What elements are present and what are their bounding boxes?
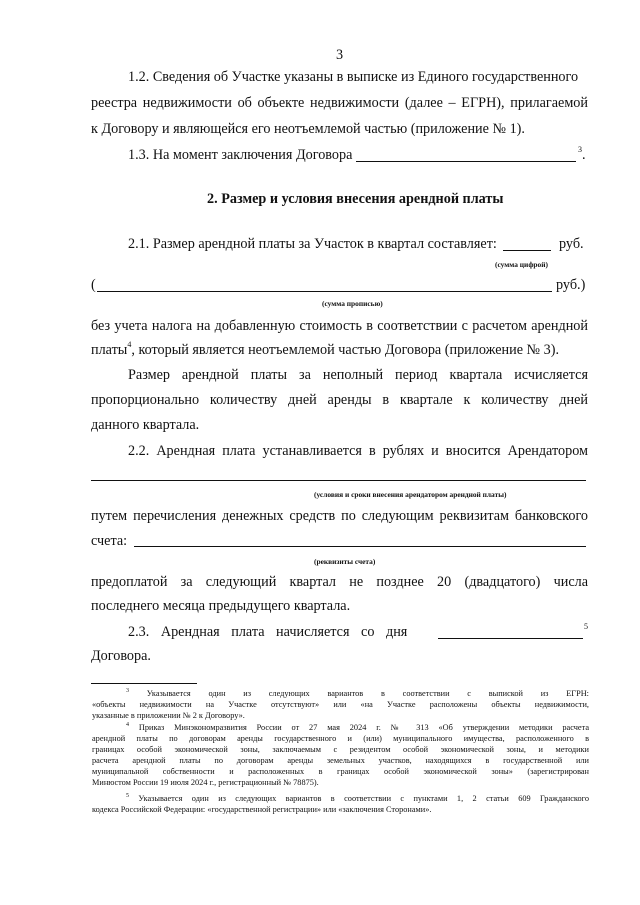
section-2-title: 2. Размер и условия внесения арендной платы <box>207 191 504 207</box>
clause-1-2-line-2: реестра недвижимости об объекте недвижимости (далее – ЕГРН), прилагаемой <box>91 95 588 111</box>
clause-2-2: 2.2. Арендная плата устанавливается в рублях и вносится Арендатором <box>128 443 588 459</box>
clause-1-3-end <box>578 146 586 164</box>
footnote-4-line-4: расчета арендной платы по договорам аренды земельных участков, находящихся в государственной или <box>92 755 589 765</box>
footnote-3-text-1: Указывается один из следующих вариантов в соответствии с выпиской из ЕГРН: <box>146 689 589 698</box>
vat-line-2 <box>91 341 559 359</box>
footnote-ref-3[interactable]: 3 <box>578 145 582 155</box>
clause-2-3: 2.3. Арендная плата начисляется со дня <box>128 624 408 640</box>
footnote-5-line-1 <box>92 794 589 805</box>
footnote-3-mark: 3 <box>126 688 129 695</box>
clause-2-3-line-2: Договора. <box>91 648 151 664</box>
clause-1-3-blank[interactable] <box>356 161 576 162</box>
footnote-3 <box>92 689 589 722</box>
rent-unit-rub-close: руб.) <box>556 277 586 293</box>
open-paren: ( <box>91 277 96 293</box>
accrual-start-blank[interactable] <box>438 638 583 639</box>
footnote-4-text-1: Приказ Минэкономразвития России от 27 мая 2024 г. № 313 «Об утверждении методики расчета <box>138 723 589 732</box>
vat-line-2-a: платы <box>91 342 128 358</box>
account-details-blank[interactable] <box>134 546 586 547</box>
vat-line-2-b: , который является неотъемлемой частью Договора (приложение № 3). <box>131 342 559 358</box>
clause-1-3 <box>128 146 352 164</box>
footnote-5-text-1: Указывается один из следующих вариантов в соответствии с пунктами 1, 2 статьи 609 Гражданского <box>138 794 590 803</box>
clause-2-2-transfer: путем перечисления денежных средств по следующим реквизитам банковского <box>91 508 588 524</box>
rent-unit-rub: руб. <box>559 236 584 252</box>
partial-period-line-1: Размер арендной платы за неполный период квартала исчисляется <box>128 367 588 383</box>
rent-amount-words-blank[interactable] <box>97 291 552 292</box>
clause-1-3-period: . <box>582 147 586 163</box>
rent-amount-digits-blank[interactable] <box>503 250 551 251</box>
footnote-3-line-1 <box>92 689 589 700</box>
footnote-4-line-2: арендной платы по договорам аренды государственного и (или) муниципального имущества, расположенного в <box>92 733 589 743</box>
footnote-3-line-2: «объекты недвижимости на Участке отсутствуют» или «на Участке расположены объекты недвижимости, <box>92 699 589 709</box>
footnote-ref-5[interactable]: 5 <box>584 622 588 631</box>
prepayment-line-1: предоплатой за следующий квартал не позднее 20 (двадцатого) числа <box>91 574 588 590</box>
footnote-4-line-3: границах особой экономической зоны, заключаемым с резидентом особой экономической зоны, и методики <box>92 744 589 754</box>
footnote-ref-4[interactable]: 4 <box>127 340 132 350</box>
prepayment-line-2: последнего месяца предыдущего квартала. <box>91 598 351 614</box>
footnote-3-line-3: указанные в приложении № 2 к Договору». <box>92 710 245 720</box>
clause-1-2-line-1: 1.2. Сведения об Участке указаны в выписке из Единого государственного <box>128 69 579 85</box>
caption-account-details: (реквизиты счета) <box>314 557 376 566</box>
footnote-5-line-2: кодекса Российской Федерации: «государственной регистрации» или «заключения Сторонами». <box>92 804 432 814</box>
footnote-4 <box>92 723 589 788</box>
caption-amount-words: (сумма прописью) <box>322 299 383 308</box>
footnote-separator <box>91 683 197 684</box>
caption-amount-digits: (сумма цифрой) <box>495 260 548 269</box>
partial-period-line-3: данного квартала. <box>91 417 200 433</box>
payment-terms-blank[interactable] <box>91 480 586 481</box>
caption-payment-terms: (условия и сроки внесения арендатором арендной платы) <box>314 490 507 499</box>
page-number: 3 <box>336 47 344 63</box>
footnote-4-line-1 <box>92 723 589 734</box>
footnote-4-mark: 4 <box>126 722 129 729</box>
clause-1-2-line-3: к Договору и являющейся его неотъемлемой частью (приложение № 1). <box>91 121 525 137</box>
clause-2-2-account-label: счета: <box>91 533 128 549</box>
vat-line-1: без учета налога на добавленную стоимость в соответствии с расчетом арендной <box>91 318 588 334</box>
partial-period-line-2: пропорционально количеству дней аренды в квартале к количеству дней <box>91 392 588 408</box>
footnote-4-line-6: Минюстом России 19 июля 2024 г., регистрационный № 78875). <box>92 777 319 787</box>
clause-1-3-text: 1.3. На момент заключения Договора <box>128 147 353 163</box>
footnote-5 <box>92 794 589 816</box>
footnote-5-mark: 5 <box>126 793 129 800</box>
footnote-4-line-5: муниципальной собственности и расположенных в границах особой экономической зоны» (зарегистрирован <box>92 766 589 776</box>
clause-2-1: 2.1. Размер арендной платы за Участок в квартал составляет: <box>128 236 497 252</box>
